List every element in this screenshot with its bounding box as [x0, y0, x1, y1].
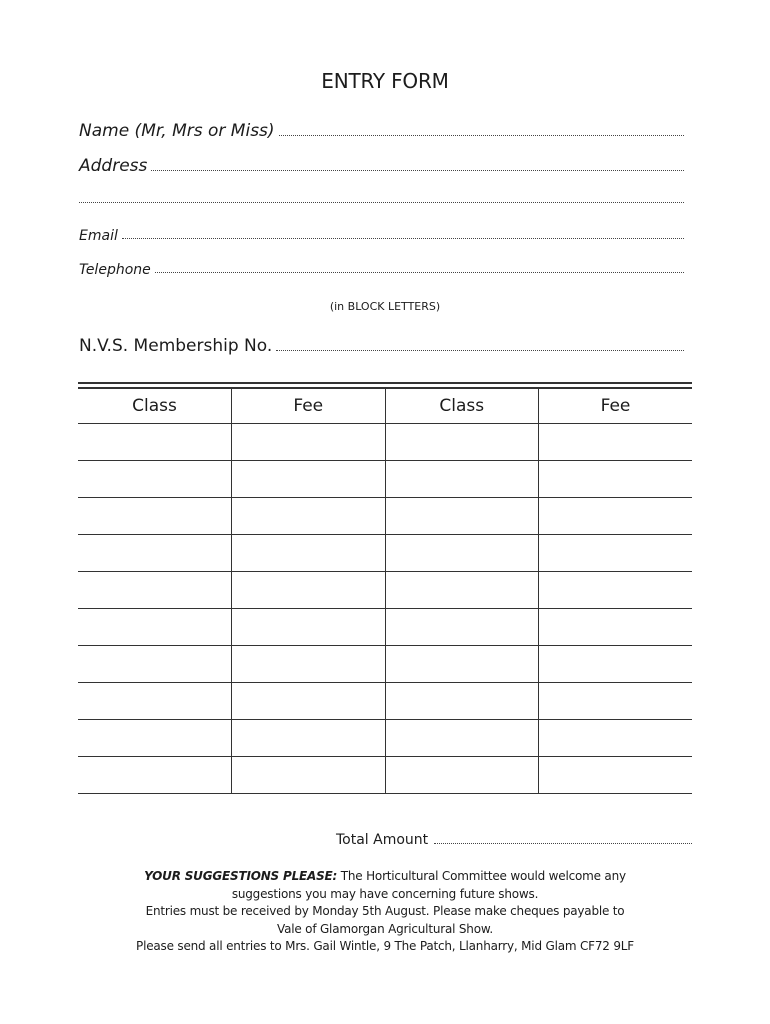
table-row [78, 609, 692, 646]
address-line-1[interactable] [151, 169, 684, 171]
column-header-class-1: Class [78, 389, 232, 424]
cell-fee-1[interactable] [232, 572, 386, 609]
table-row [78, 461, 692, 498]
table-row [78, 757, 692, 794]
name-label: Name (Mr, Mrs or Miss) [79, 121, 275, 141]
telephone-field[interactable] [79, 262, 684, 278]
cell-class-2[interactable] [385, 535, 539, 572]
suggestions-heading: YOUR SUGGESTIONS PLEASE: [144, 869, 338, 883]
cell-class-2[interactable] [385, 609, 539, 646]
cell-fee-1[interactable] [232, 535, 386, 572]
cell-fee-1[interactable] [232, 757, 386, 794]
cell-fee-2[interactable] [539, 720, 693, 757]
email-field[interactable] [79, 228, 684, 244]
cell-class-2[interactable] [385, 683, 539, 720]
cell-class-2[interactable] [385, 424, 539, 461]
cell-fee-2[interactable] [539, 757, 693, 794]
table-row [78, 720, 692, 757]
email-line[interactable] [122, 237, 684, 239]
table-row [78, 535, 692, 572]
name-line[interactable] [279, 134, 684, 136]
cell-fee-1[interactable] [232, 498, 386, 535]
column-header-fee-2: Fee [539, 389, 693, 424]
cell-class-1[interactable] [78, 683, 232, 720]
address-field-2[interactable] [79, 192, 684, 208]
total-amount-line[interactable] [434, 843, 692, 844]
send-address-line: Please send all entries to Mrs. Gail Wintle, 9 The Patch, Llanharry, Mid Glam CF72 9LF [136, 939, 634, 953]
address-field[interactable] [79, 156, 684, 176]
cell-fee-1[interactable] [232, 424, 386, 461]
cell-class-1[interactable] [78, 720, 232, 757]
entries-line-1: Entries must be received by Monday 5th August. Please make cheques payable to [145, 904, 625, 918]
cell-fee-2[interactable] [539, 572, 693, 609]
double-rule-top [78, 382, 692, 384]
membership-line[interactable] [276, 349, 684, 351]
cell-fee-2[interactable] [539, 609, 693, 646]
address-label: Address [79, 156, 148, 176]
cell-class-1[interactable] [78, 572, 232, 609]
cell-fee-1[interactable] [232, 683, 386, 720]
cell-fee-2[interactable] [539, 646, 693, 683]
suggestions-text-1: The Horticultural Committee would welcome any [340, 869, 626, 883]
address-line-2[interactable] [79, 201, 684, 203]
entries-body [78, 424, 692, 794]
cell-fee-2[interactable] [539, 683, 693, 720]
suggestions-text-2: suggestions you may have concerning future shows. [231, 886, 539, 901]
table-row [78, 572, 692, 609]
membership-field[interactable] [79, 336, 684, 356]
cell-fee-1[interactable] [232, 646, 386, 683]
column-header-class-2: Class [385, 389, 539, 424]
total-amount-field[interactable] [336, 832, 692, 848]
cell-class-1[interactable] [78, 424, 232, 461]
block-letters-note: (in BLOCK LETTERS) [329, 300, 441, 313]
table-row [78, 498, 692, 535]
form-title: ENTRY FORM [321, 69, 449, 93]
cell-fee-2[interactable] [539, 535, 693, 572]
membership-label: N.V.S. Membership No. [79, 336, 273, 356]
table-row [78, 683, 692, 720]
footer-notes [0, 868, 770, 956]
table-row [78, 424, 692, 461]
cell-class-2[interactable] [385, 757, 539, 794]
cell-class-1[interactable] [78, 757, 232, 794]
email-label: Email [79, 228, 118, 244]
cell-fee-1[interactable] [232, 720, 386, 757]
entries-table [78, 389, 692, 794]
cell-fee-2[interactable] [539, 498, 693, 535]
name-field[interactable] [79, 121, 684, 141]
cell-class-1[interactable] [78, 498, 232, 535]
telephone-line[interactable] [155, 271, 684, 273]
cell-class-2[interactable] [385, 646, 539, 683]
table-header-row [78, 389, 692, 424]
cell-class-1[interactable] [78, 535, 232, 572]
cell-class-1[interactable] [78, 646, 232, 683]
cell-fee-1[interactable] [232, 609, 386, 646]
table-row [78, 646, 692, 683]
cell-class-2[interactable] [385, 720, 539, 757]
cell-class-2[interactable] [385, 461, 539, 498]
cell-class-2[interactable] [385, 572, 539, 609]
cell-fee-1[interactable] [232, 461, 386, 498]
cell-fee-2[interactable] [539, 461, 693, 498]
total-amount-label: Total Amount [336, 832, 429, 848]
cell-class-1[interactable] [78, 461, 232, 498]
telephone-label: Telephone [79, 262, 151, 278]
cell-class-1[interactable] [78, 609, 232, 646]
column-header-fee-1: Fee [232, 389, 386, 424]
suggestions-paragraph [0, 868, 770, 886]
cell-class-2[interactable] [385, 498, 539, 535]
entries-line-2: Vale of Glamorgan Agricultural Show. [277, 921, 493, 936]
cell-fee-2[interactable] [539, 424, 693, 461]
